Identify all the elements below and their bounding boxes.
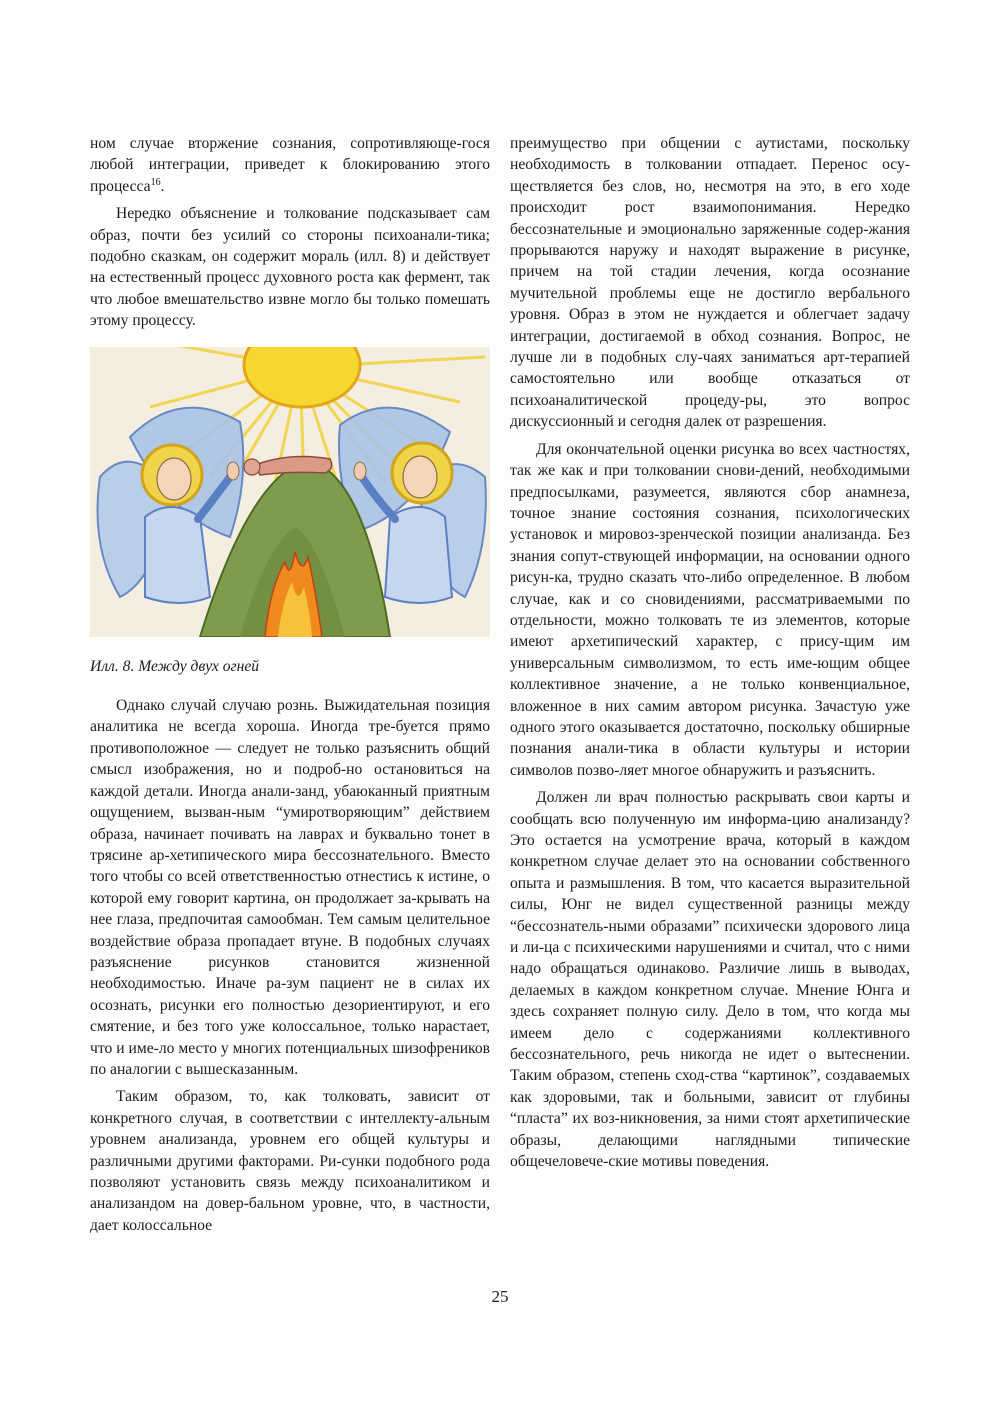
- paragraph: Однако случай случаю рознь. Выжидательная позиция аналитика не всегда хороша. Иногда тре-буется прямо противоположное — следует не только разъяснить общий смысл изображения, но и подроб-но остановиться на каждой детали. Иногда анали-занд, убаюканный приятным ощущением, вызван-ным “умиротворяющим” действием образа, начинает почивать на лаврах и буквально тонет в трясине ар-хетипического мира бессознательного. Вместо того чтобы со всей ответственностью отнестись к истине, о которой ему говорит картина, он продолжает за-крывать на нее глаза, предпочитая самообман. Тем самым целительное воздействие образа пропадает втуне. В подобных случаях разъяснение рисунков становится жизненной необходимостью. Иначе ра-зум пациент не в силах их осознать, рисунки его полностью дезориентируют, и его смятение, и без того уже колоссальное, только нарастает, что и име-ло место у многих потенциальных шизофреников по аналогии с вышесказанным.: [90, 697, 490, 1078]
- figure-caption: Илл. 8. Между двух огней: [90, 657, 260, 675]
- paragraph: [90, 133, 490, 197]
- page-number: 25: [491, 1287, 509, 1306]
- paragraph: Нередко объяснение и толкование подсказывает сам образ, почти без усилий со стороны психоанали-тика; подобно сказкам, он содержит мораль (илл. 8) и действует на естественный процесс духовного роста как фермент, так что любое вмешательство извне могло бы только помешать этому процессу.: [90, 205, 490, 330]
- illustration-angels-mountain: [90, 347, 490, 637]
- footnote-ref[interactable]: 16: [150, 176, 161, 188]
- paragraph: Таким образом, то, как толковать, зависит от конкретного случая, в соответствии с интеллекту-альным уровнем анализанда, уровнем его общей культуры и различными другими факторами. Ри-сунки подобного рода позволяют установить связь между психоаналитиком и анализандом на довер-бальном уровне, что, в частности, дает колоссальное: [90, 1088, 490, 1234]
- left-column: [90, 133, 490, 1236]
- paragraph: Должен ли врач полностью раскрывать свои карты и сообщать всю полученную им информа-цию анализанду? Это остается на усмотрение врача, который в каждом конкретном случае делает это на основании собственного опыта и размышления. В том, что касается выразительной силы, Юнг не видел существенной разницы между “бессознатель-ными образами” психически здорового лица и ли-ца с психическими нарушениями и считал, что с ними надо обращаться одинаково. Различие лишь в выводах, делаемых в каждом конкретном случае. Мнение Юнга и здесь сохраняет полную силу. Дело в том, что когда мы имеем дело с содержаниями коллективного бессознательного, речь никогда не идет о вытеснении. Таким образом, степень сход-ства “картинок”, создаваемых как здоровыми, так и больными, зависит от глубины “пласта” их воз-никновения, за ними стоят архетипические образы, делающими наглядными типические общечеловече-ские мотивы поведения.: [510, 789, 910, 1171]
- paragraph: преимущество при общении с аутистами, поскольку необходимость в толковании отпадает. Перенос осу-ществляется без слов, но, несмотря на это, в его ходе происходит рост взаимопонимания. Нередко бессознательные и эмоционально заряженные содер-жания прорываются наружу и находят выражение в рисунке, причем на той стадии лечения, когда осознание мучительной проблемы еще не достигло вербального уровня. Образ в этом не нуждается и облегчает задачу интеграции, достигаемой в обход сознания. Вопрос, не лучше ли в подобных слу-чаях заниматься арт-терапией самостоятельно или вообще отказаться от психоаналитической процеду-ры, это вопрос дискуссионный и сегодня далек от разрешения.: [510, 135, 910, 431]
- paragraph: Для окончательной оценки рисунка во всех частностях, так же как и при толковании снови-дений, необходимыми предпосылками, разумеется, являются сбор анамнеза, точное знание состояния сознания, психологических установок и мировоз-зренческой позиции анализанда. Без знания сопут-ствующей информации, на основании одного рисун-ка, трудно сказать что-либо определенное. В любом случае, как и со сновидениями, рассматриваемыми по отдельности, можно толковать те из элементов, которые имеют архетипический характер, с прису-щим им универсальным символизмом, то есть име-ющим общее коллективное значение, а не только конвенциальное, вложенное в них самим автором рисунка. Зачастую уже одного этого оказывается достаточно, поскольку обширные познания анали-тика в области культуры и истории символов позво-ляет многое обнаружить и разъяснить.: [510, 440, 910, 779]
- paragraph-text: ном случае вторжение сознания, сопротивляюще-гося любой интеграции, приведет к блокированию этого процесса: [90, 135, 490, 195]
- right-column: [510, 133, 910, 1173]
- paragraph-end: .: [160, 177, 165, 195]
